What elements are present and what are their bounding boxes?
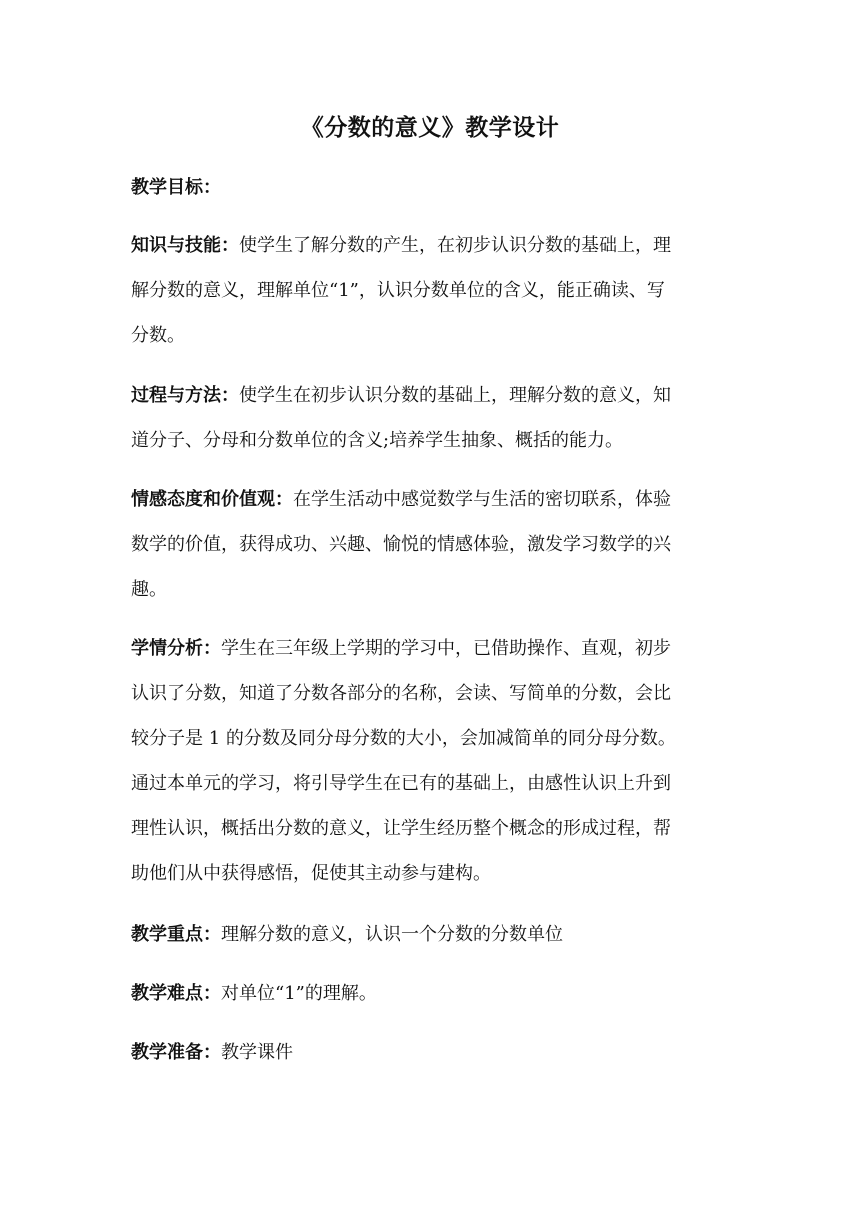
learning-analysis-text-4: 通过本单元的学习，将引导学生在已有的基础上，由感性认识上升到 xyxy=(131,773,671,794)
preparation-line xyxy=(131,1030,731,1075)
learning-analysis-text-6: 助他们从中获得感悟，促使其主动参与建构。 xyxy=(131,863,491,884)
knowledge-skills-paragraph xyxy=(131,223,731,358)
learning-analysis-text-1: 学生在三年级上学期的学习中，已借助操作、直观，初步 xyxy=(221,638,671,659)
learning-analysis-text-3: 较分子是 1 的分数及同分母分数的大小，会加减简单的同分母分数。 xyxy=(131,728,676,749)
preparation-paragraph xyxy=(131,1030,731,1075)
learning-analysis-label: 学情分析： xyxy=(131,638,221,659)
preparation-text: 教学课件 xyxy=(221,1042,293,1063)
difficulty-paragraph xyxy=(131,971,731,1016)
knowledge-skills-text-3: 分数。 xyxy=(131,325,185,346)
emotion-values-paragraph xyxy=(131,477,731,612)
emotion-values-line-1 xyxy=(131,477,731,522)
knowledge-skills-text-2: 解分数的意义，理解单位“1”，认识分数单位的含义，能正确读、写 xyxy=(131,280,665,301)
learning-analysis-paragraph xyxy=(131,626,731,896)
process-methods-line-1 xyxy=(131,373,731,418)
key-point-line xyxy=(131,912,731,957)
key-point-text: 理解分数的意义，认识一个分数的分数单位 xyxy=(221,924,563,945)
emotion-values-text-3: 趣。 xyxy=(131,579,167,600)
learning-analysis-text-5: 理性认识，概括出分数的意义，让学生经历整个概念的形成过程，帮 xyxy=(131,818,671,839)
document-title: 《分数的意义》教学设计 xyxy=(300,115,560,141)
difficulty-label: 教学难点： xyxy=(131,983,221,1004)
difficulty-text: 对单位“1”的理解。 xyxy=(221,983,377,1004)
learning-analysis-text-2: 认识了分数，知道了分数各部分的名称，会读、写简单的分数，会比 xyxy=(131,683,671,704)
knowledge-skills-label: 知识与技能： xyxy=(131,235,239,256)
process-methods-text-2: 道分子、分母和分数单位的含义;培养学生抽象、概括的能力。 xyxy=(131,430,624,451)
objectives-heading xyxy=(131,165,731,210)
process-methods-paragraph xyxy=(131,373,731,463)
emotion-values-text-1: 在学生活动中感觉数学与生活的密切联系，体验 xyxy=(293,489,671,510)
emotion-values-label: 情感态度和价值观： xyxy=(131,489,293,510)
key-point-paragraph xyxy=(131,912,731,957)
difficulty-line xyxy=(131,971,731,1016)
process-methods-label: 过程与方法： xyxy=(131,385,239,406)
knowledge-skills-line-1 xyxy=(131,223,731,268)
emotion-values-text-2: 数学的价值，获得成功、兴趣、愉悦的情感体验，激发学习数学的兴 xyxy=(131,534,671,555)
preparation-label: 教学准备： xyxy=(131,1042,221,1063)
knowledge-skills-text-1: 使学生了解分数的产生，在初步认识分数的基础上，理 xyxy=(239,235,671,256)
objectives-heading-label: 教学目标： xyxy=(131,177,221,198)
process-methods-text-1: 使学生在初步认识分数的基础上，理解分数的意义，知 xyxy=(239,385,671,406)
key-point-label: 教学重点： xyxy=(131,924,221,945)
learning-analysis-line-1 xyxy=(131,626,731,671)
